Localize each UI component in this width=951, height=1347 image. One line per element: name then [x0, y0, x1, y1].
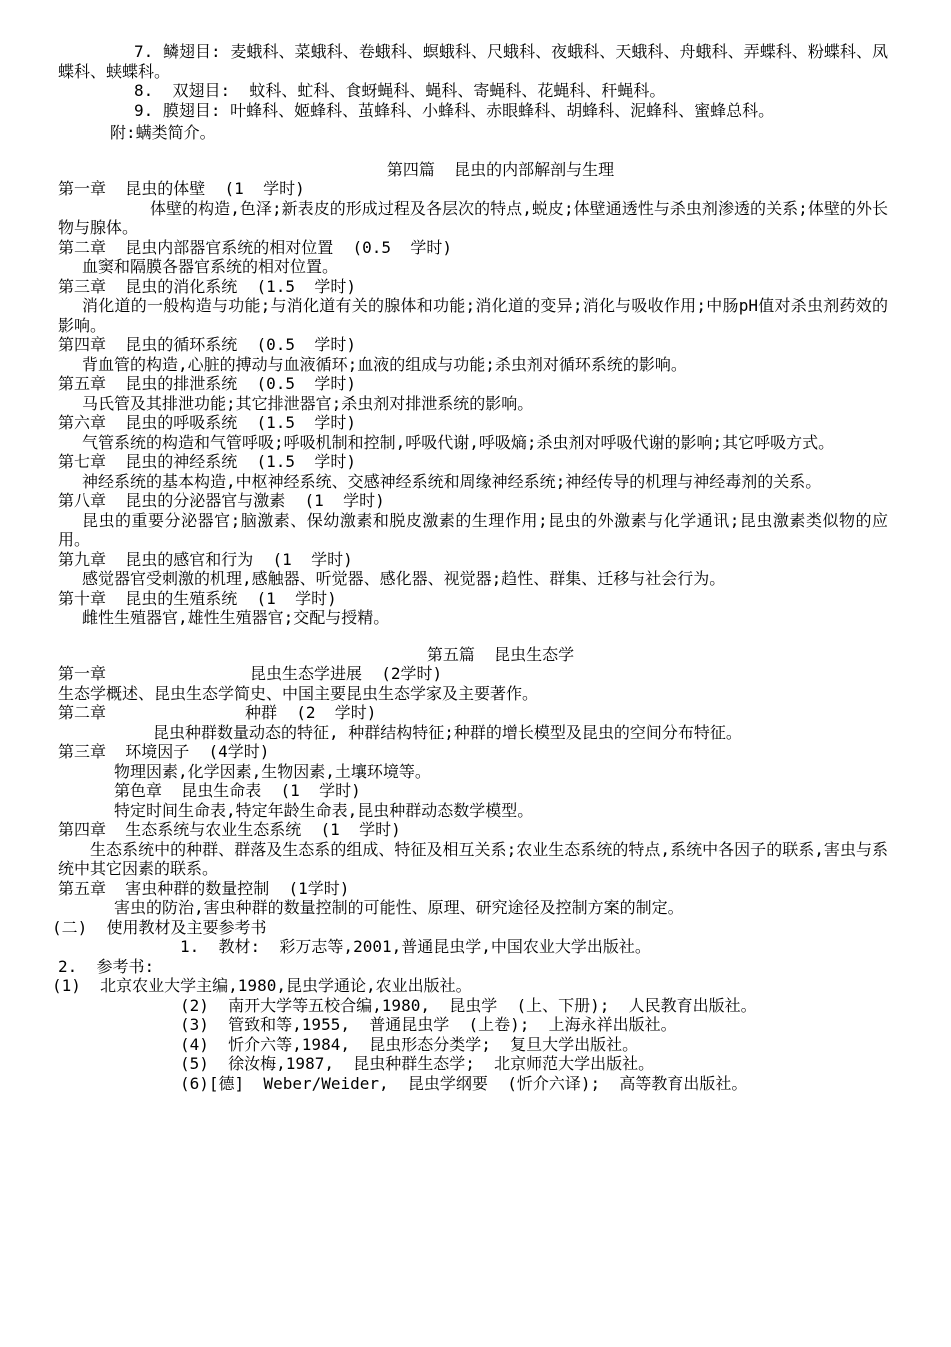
appendix-mites: 附:螨类简介。: [110, 123, 216, 142]
p4-ch8-body: 昆虫的重要分泌器官;脑激素、保幼激素和脱皮激素的生理作用;昆虫的外激素与化学通讯;昆虫激素类似物的应用。: [58, 510, 888, 549]
p5-ch5-title: 第五章 害虫种群的数量控制 (1学时): [58, 878, 350, 898]
p4-ch9-body: 感觉器官受刺激的机理,感触器、听觉器、感化器、视觉器;趋性、群集、迁移与社会行为。: [82, 569, 726, 588]
p4-ch10-body: 雌性生殖器官,雄性生殖器官;交配与授精。: [82, 608, 390, 627]
p5-ch4-body: 生态系统中的种群、群落及生态系的组成、特征及相互关系;农业生态系统的特点,系统中各因子的联系,害虫与系统中其它因素的联系。: [58, 839, 888, 878]
part5-title: 第五篇 昆虫生态学: [426, 644, 575, 664]
textbooks-heading: (二) 使用教材及主要参考书: [52, 917, 267, 937]
p4-ch7-body: 神经系统的基本构造,中枢神经系统、交感神经系统和周缘神经系统;神经传导的机理与神经毒剂的关系。: [82, 471, 822, 491]
reference-4: (4) 忻介六等,1984, 昆虫形态分类学; 复旦大学出版社。: [180, 1034, 639, 1054]
p5-ch1-body: 生态学概述、昆虫生态学简史、中国主要昆虫生态学家及主要著作。: [58, 683, 539, 703]
reference-2: (2) 南开大学等五校合编,1980, 昆虫学 (上、下册); 人民教育出版社。: [180, 995, 757, 1015]
references-heading: 2. 参考书:: [58, 956, 155, 976]
p5-ch2-body: 昆虫种群数量动态的特征, 种群结构特征;种群的增长模型及昆虫的空间分布特征。: [153, 722, 742, 742]
p4-ch6-title: 第六章 昆虫的呼吸系统 (1.5 学时): [58, 413, 356, 432]
reference-1: (1) 北京农业大学主编,1980,昆虫学通论,农业出版社。: [52, 976, 472, 995]
p4-ch5-body: 马氏管及其排泄功能;其它排泄器官;杀虫剂对排泄系统的影响。: [82, 393, 534, 413]
document-page: [52, 42, 888, 1093]
p4-ch9-title: 第九章 昆虫的感官和行为 (1 学时): [58, 549, 353, 569]
order-diptera: 8. 双翅目: 蚊科、虻科、食蚜蝇科、蝇科、寄蝇科、花蝇科、秆蝇科。: [134, 81, 666, 100]
p5-ch3b-body: 特定时间生命表,特定年龄生命表,昆虫种群动态数学模型。: [114, 800, 534, 820]
p4-ch3-body: 消化道的一般构造与功能;与消化道有关的腺体和功能;消化道的变异;消化与吸收作用;中肠pH值对杀虫剂药效的影响。: [58, 296, 888, 335]
reference-6: (6)[德] Weber/Weider, 昆虫学纲要 (忻介六译); 高等教育出版社。: [180, 1073, 748, 1093]
p5-ch2-label: 第二章: [58, 703, 107, 722]
p4-ch1-body: 体壁的构造,色泽;新表皮的形成过程及各层次的特点,蜕皮;体壁通透性与杀虫剂渗透的关系;体壁的外长物与腺体。: [58, 198, 888, 237]
p4-ch6-body: 气管系统的构造和气管呼吸;呼吸机制和控制,呼吸代谢,呼吸熵;杀虫剂对呼吸代谢的影响;其它呼吸方式。: [82, 432, 835, 452]
p5-ch1-title: 昆虫生态学进展 (2学时): [250, 664, 443, 683]
p4-ch3-title: 第三章 昆虫的消化系统 (1.5 学时): [58, 276, 356, 296]
order-lepidoptera: 7. 鳞翅目: 麦蛾科、菜蛾科、卷蛾科、螟蛾科、尺蛾科、夜蛾科、天蛾科、舟蛾科、弄蝶科、粉蝶科、凤蝶科、蛱蝶科。: [58, 42, 888, 81]
p5-ch3-title: 第三章 环境因子 (4学时): [58, 742, 270, 761]
p4-ch8-title: 第八章 昆虫的分泌器官与激素 (1 学时): [58, 491, 385, 510]
p4-ch2-title: 第二章 昆虫内部器官系统的相对位置 (0.5 学时): [58, 237, 452, 257]
p4-ch2-body: 血窦和隔膜各器官系统的相对位置。: [82, 257, 339, 276]
p5-ch5-body: 害虫的防治,害虫种群的数量控制的可能性、原理、研究途径及控制方案的制定。: [114, 898, 684, 917]
p4-ch4-title: 第四章 昆虫的循环系统 (0.5 学时): [58, 335, 356, 354]
p5-ch4-title: 第四章 生态系统与农业生态系统 (1 学时): [58, 820, 401, 839]
p5-ch1-heading: [58, 664, 888, 684]
p5-ch3-body: 物理因素,化学因素,生物因素,土壤环境等。: [114, 761, 431, 781]
p5-ch2-heading: [58, 703, 888, 723]
p4-ch10-title: 第十章 昆虫的生殖系统 (1 学时): [58, 588, 337, 608]
reference-3: (3) 管致和等,1955, 普通昆虫学 (上卷); 上海永祥出版社。: [180, 1015, 677, 1034]
p5-ch1-label: 第一章: [58, 664, 107, 683]
part4-title: 第四篇 昆虫的内部解剖与生理: [386, 159, 615, 179]
p4-ch4-body: 背血管的构造,心脏的搏动与血液循环;血液的组成与功能;杀虫剂对循环系统的影响。: [82, 354, 687, 374]
p5-ch3b-title: 第色章 昆虫生命表 (1 学时): [114, 781, 361, 800]
textbook-main: 1. 教材: 彩万志等,2001,普通昆虫学,中国农业大学出版社。: [180, 937, 651, 956]
p4-ch5-title: 第五章 昆虫的排泄系统 (0.5 学时): [58, 374, 356, 393]
order-hymenoptera: 9. 膜翅目: 叶蜂科、姬蜂科、茧蜂科、小蜂科、赤眼蜂科、胡蜂科、泥蜂科、蜜蜂总科。: [134, 100, 775, 120]
p5-ch2-title: 种群 (2 学时): [245, 703, 377, 722]
p4-ch7-title: 第七章 昆虫的神经系统 (1.5 学时): [58, 452, 356, 471]
reference-5: (5) 徐汝梅,1987, 昆虫种群生态学; 北京师范大学出版社。: [180, 1054, 655, 1073]
p4-ch1-title: 第一章 昆虫的体壁 (1 学时): [58, 179, 305, 198]
